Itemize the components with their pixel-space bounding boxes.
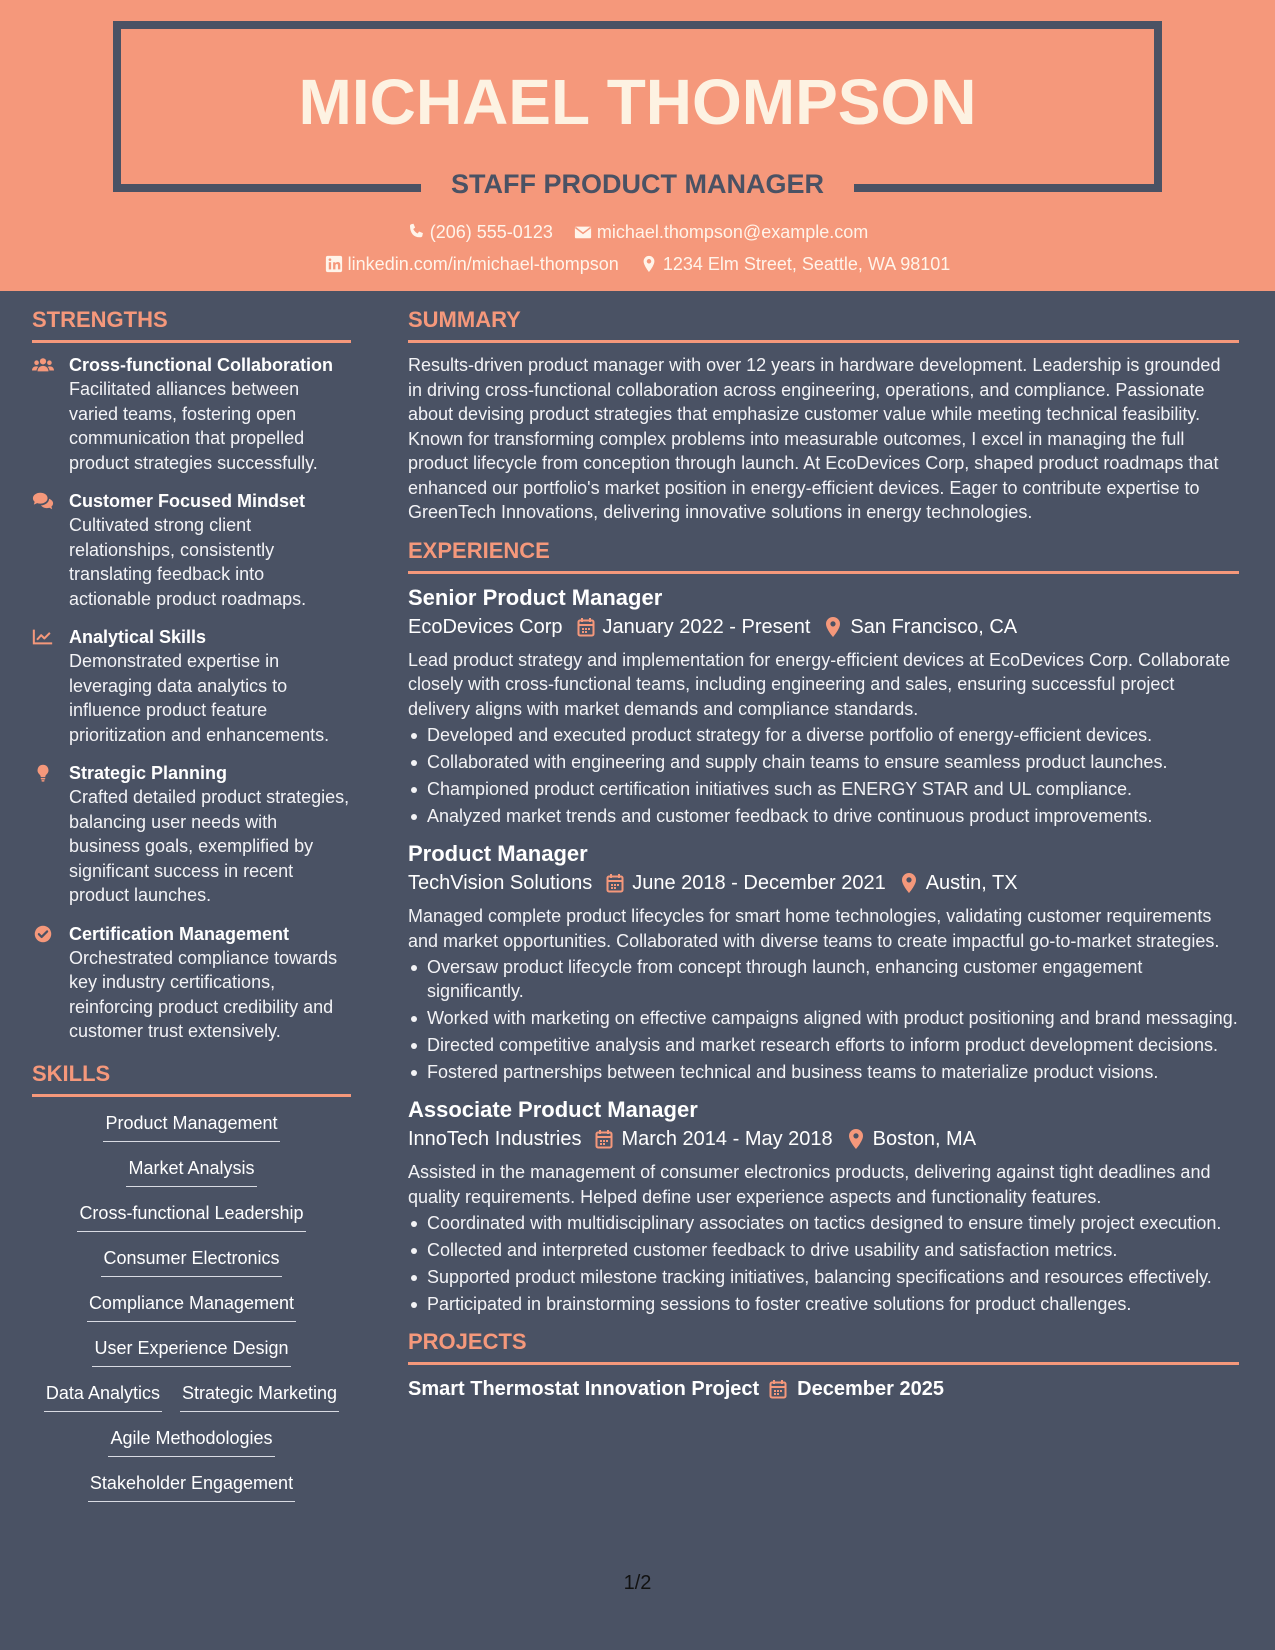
calendar-icon bbox=[577, 617, 595, 637]
right-column bbox=[408, 306, 1239, 1403]
strength-item bbox=[32, 761, 351, 908]
contact-row-1 bbox=[0, 220, 1275, 247]
strength-desc: Facilitated alliances between varied teams, fostering open communication that propelled product strategies successfully. bbox=[69, 379, 318, 473]
strength-desc: Cultivated strong client relationships, consistently translating feedback into actionable product roadmaps. bbox=[69, 515, 307, 609]
users-icon bbox=[32, 355, 54, 375]
strength-title: Strategic Planning bbox=[69, 763, 228, 783]
job-role: Product Manager bbox=[408, 841, 588, 866]
phone-icon bbox=[407, 223, 425, 241]
skills-list bbox=[32, 1111, 351, 1516]
job-bullets bbox=[408, 723, 1239, 828]
job-entry bbox=[408, 840, 1239, 1084]
strengths-heading: STRENGTHS bbox=[32, 306, 351, 343]
skill-tag: Cross-functional Leadership bbox=[77, 1201, 305, 1232]
bullet-item: Supported product milestone tracking initiatives, balancing specifications and resources effectively. bbox=[408, 1265, 1239, 1289]
job-location: Austin, TX bbox=[925, 872, 1018, 894]
skill-tag: Data Analytics bbox=[44, 1381, 162, 1412]
project-entry bbox=[408, 1375, 1239, 1403]
bullet-item: Coordinated with multidisciplinary associates on tactics designed to ensure timely project execution. bbox=[408, 1211, 1239, 1235]
projects-heading: PROJECTS bbox=[408, 1328, 1239, 1365]
linkedin-text: linkedin.com/in/michael-thompson bbox=[347, 254, 619, 274]
job-entry bbox=[408, 1096, 1239, 1316]
skill-tag: Market Analysis bbox=[126, 1156, 256, 1187]
job-company: TechVision Solutions bbox=[408, 872, 593, 894]
job-location: Boston, MA bbox=[872, 1128, 977, 1150]
strength-item bbox=[32, 625, 351, 747]
job-meta bbox=[408, 612, 1239, 642]
job-meta bbox=[408, 1124, 1239, 1154]
job-role: Associate Product Manager bbox=[408, 1097, 698, 1122]
skill-tag: User Experience Design bbox=[92, 1336, 290, 1367]
check-circle-icon bbox=[32, 924, 54, 944]
experience-heading: EXPERIENCE bbox=[408, 537, 1239, 574]
candidate-name: MICHAEL THOMPSON bbox=[298, 66, 977, 138]
calendar-icon bbox=[606, 873, 624, 893]
bullet-item: Oversaw product lifecycle from concept through launch, enhancing customer engagement significantly. bbox=[408, 955, 1239, 1003]
strength-desc: Crafted detailed product strategies, balancing user needs with business goals, exemplified by significant success in recent product launches. bbox=[69, 787, 350, 905]
strength-title: Customer Focused Mindset bbox=[69, 491, 306, 511]
skill-tag: Consumer Electronics bbox=[101, 1246, 281, 1277]
resume-header bbox=[0, 0, 1275, 291]
job-title-heading: STAFF PRODUCT MANAGER bbox=[451, 169, 824, 199]
strength-desc: Demonstrated expertise in leveraging data analytics to influence product feature prioritization and enhancements. bbox=[69, 651, 330, 745]
summary-heading: SUMMARY bbox=[408, 306, 1239, 343]
calendar-icon bbox=[595, 1129, 613, 1149]
map-marker-icon bbox=[640, 255, 658, 273]
strength-title: Certification Management bbox=[69, 923, 290, 944]
calendar-icon bbox=[769, 1379, 787, 1399]
bullet-item: Developed and executed product strategy for a diverse portfolio of energy-efficient devices. bbox=[408, 723, 1239, 747]
contact-row-2 bbox=[0, 252, 1275, 279]
contact-phone[interactable] bbox=[407, 220, 553, 244]
strength-item bbox=[32, 922, 351, 1044]
strength-item bbox=[32, 489, 351, 611]
skill-tag: Strategic Marketing bbox=[180, 1381, 339, 1412]
skills-heading: SKILLS bbox=[32, 1060, 351, 1097]
job-description: Lead product strategy and implementation for energy-efficient devices at EcoDevices Corp. Collaborate closely with cross-functional teams, including engineering and sales, ensuring successful project delivery aligns with market demands and compliance standards. bbox=[408, 649, 1231, 719]
bullet-item: Collaborated with engineering and supply chain teams to ensure seamless product launches. bbox=[408, 750, 1239, 774]
linkedin-icon bbox=[325, 255, 343, 273]
summary-text: Results-driven product manager with over 12 years in hardware development. Leadership is grounded in driving cross-functional collaboration across engineering, operations, and compliance. Passionate about devising product strategies that emphasize customer value while meeting technical feasibility. Known for transforming complex problems into measurable outcomes, I excel in managing the full product lifecycle from conception through launch. At EcoDevices Corp, shaped product roadmaps that enhanced our portfolio's market position in energy-efficient devices. Eager to contribute expertise to GreenTech Innovations, delivering innovative solutions in energy technologies. bbox=[408, 355, 1221, 522]
comments-icon bbox=[32, 491, 54, 511]
strength-item bbox=[32, 353, 351, 475]
page-number: 1/2 bbox=[623, 1572, 652, 1594]
skill-tag: Product Management bbox=[103, 1111, 279, 1142]
job-entry bbox=[408, 584, 1239, 829]
bullet-item: Participated in brainstorming sessions to foster creative solutions for product challenges. bbox=[408, 1292, 1239, 1316]
left-column bbox=[32, 306, 351, 1516]
phone-text: (206) 555-0123 bbox=[429, 222, 553, 242]
skill-tag: Compliance Management bbox=[87, 1291, 296, 1322]
chart-line-icon bbox=[32, 627, 54, 647]
bullet-item: Collected and interpreted customer feedback to drive usability and satisfaction metrics. bbox=[408, 1238, 1239, 1262]
job-role: Senior Product Manager bbox=[408, 584, 663, 610]
strength-title: Analytical Skills bbox=[69, 627, 207, 647]
bullet-item: Championed product certification initiatives such as ENERGY STAR and UL compliance. bbox=[408, 777, 1239, 801]
job-meta bbox=[408, 868, 1239, 898]
skill-tag: Agile Methodologies bbox=[108, 1426, 274, 1457]
email-text: michael.thompson@example.com bbox=[596, 222, 869, 242]
job-location: San Francisco, CA bbox=[850, 615, 1018, 638]
bullet-item: Directed competitive analysis and market research efforts to inform product development decisions. bbox=[408, 1033, 1239, 1057]
strength-desc: Orchestrated compliance towards key industry certifications, reinforcing product credibility and customer trust extensively. bbox=[69, 947, 338, 1041]
contact-email[interactable] bbox=[574, 220, 868, 244]
map-marker-icon bbox=[900, 873, 918, 893]
job-bullets bbox=[408, 955, 1239, 1084]
skill-tag: Stakeholder Engagement bbox=[88, 1471, 295, 1502]
job-dates: January 2022 - Present bbox=[602, 615, 811, 638]
map-marker-icon bbox=[847, 1129, 865, 1149]
job-company: InnoTech Industries bbox=[408, 1128, 582, 1150]
job-dates: March 2014 - May 2018 bbox=[621, 1128, 833, 1150]
bullet-item: Worked with marketing on effective campaigns aligned with product positioning and brand messaging. bbox=[408, 1006, 1239, 1030]
address-text: 1234 Elm Street, Seattle, WA 98101 bbox=[662, 254, 951, 274]
contact-linkedin[interactable] bbox=[325, 252, 619, 276]
map-marker-icon bbox=[824, 617, 842, 637]
project-date: December 2025 bbox=[797, 1378, 944, 1400]
bullet-item: Fostered partnerships between technical and business teams to materialize product visions. bbox=[408, 1060, 1239, 1084]
bullet-item: Analyzed market trends and customer feedback to drive continuous product improvements. bbox=[408, 804, 1239, 828]
project-title: Smart Thermostat Innovation Project bbox=[408, 1378, 760, 1400]
job-description: Assisted in the management of consumer electronics products, delivering against tight deadlines and quality requirements. Helped define user experience aspects and functionality features. bbox=[408, 1162, 1211, 1207]
envelope-icon bbox=[574, 223, 592, 241]
strength-title: Cross-functional Collaboration bbox=[69, 355, 334, 375]
job-bullets bbox=[408, 1211, 1239, 1316]
lightbulb-icon bbox=[32, 763, 54, 783]
job-company: EcoDevices Corp bbox=[408, 615, 563, 638]
contact-address bbox=[640, 252, 951, 276]
job-description: Managed complete product lifecycles for smart home technologies, validating customer requirements and market opportunities. Collaborated with diverse teams to create impactful go-to-market strategies. bbox=[408, 906, 1220, 951]
job-dates: June 2018 - December 2021 bbox=[632, 872, 886, 894]
